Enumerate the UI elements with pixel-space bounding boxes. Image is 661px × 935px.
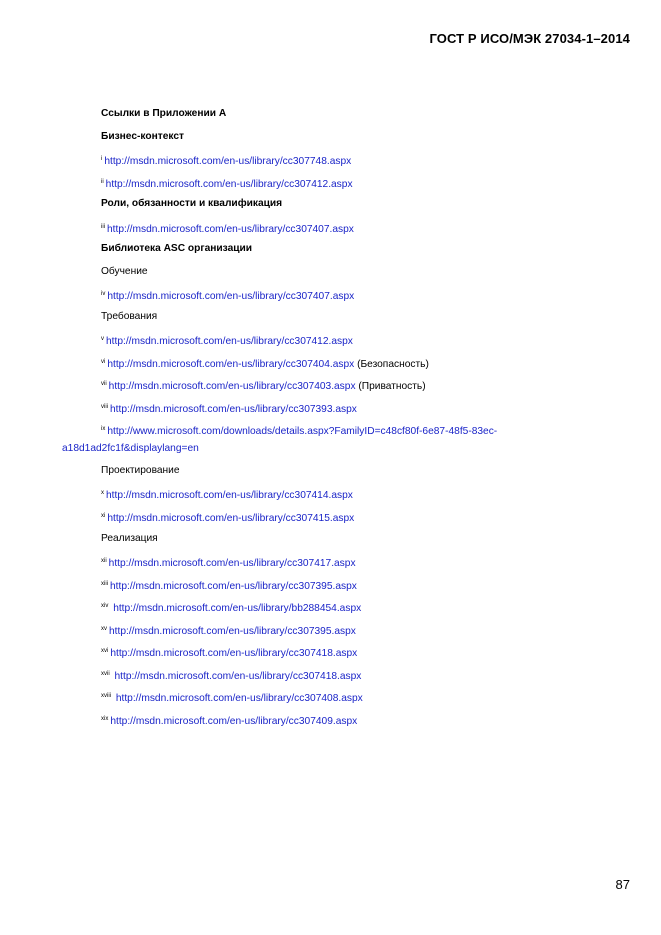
subheading-requirements: Требования xyxy=(101,311,158,322)
reference-link[interactable]: http://msdn.microsoft.com/en-us/library/cc307403.aspx xyxy=(108,381,356,392)
reference-item xyxy=(101,175,353,192)
section-title: Ссылки в Приложении А xyxy=(101,108,227,119)
reference-link[interactable]: http://www.microsoft.com/downloads/details.aspx?FamilyID=c48cf80f-6e87-48f5-83ec- xyxy=(107,426,498,437)
footnote-marker: iv xyxy=(101,291,106,297)
heading-roles: Роли, обязанности и квалификация xyxy=(101,198,283,209)
reference-item xyxy=(101,287,354,304)
reference-item xyxy=(101,554,356,571)
reference-item xyxy=(101,712,357,729)
reference-link[interactable]: http://msdn.microsoft.com/en-us/library/cc307409.aspx xyxy=(110,716,358,727)
reference-note: (Безопасность) xyxy=(357,359,429,370)
reference-link[interactable]: http://msdn.microsoft.com/en-us/library/cc307393.aspx xyxy=(110,404,357,415)
footnote-marker: xix xyxy=(101,716,109,722)
document-header: ГОСТ Р ИСО/МЭК 27034-1–2014 xyxy=(429,31,630,46)
footnote-marker: xvi xyxy=(101,648,109,654)
footnote-marker: iii xyxy=(101,224,105,230)
reference-item xyxy=(101,152,351,169)
reference-item xyxy=(101,400,357,417)
footnote-marker: xv xyxy=(101,626,107,632)
reference-link[interactable]: http://msdn.microsoft.com/en-us/library/bb288454.aspx xyxy=(113,603,362,614)
reference-item xyxy=(101,577,357,594)
footnote-marker: xiv xyxy=(101,603,109,609)
reference-link[interactable]: http://msdn.microsoft.com/en-us/library/cc307412.aspx xyxy=(106,336,353,347)
subheading-implementation: Реализация xyxy=(101,533,158,544)
footnote-marker: xiii xyxy=(101,581,108,587)
heading-business-context: Бизнес-контекст xyxy=(101,131,185,142)
reference-item xyxy=(101,355,429,372)
footnote-marker: ii xyxy=(101,179,104,185)
footnote-marker: vii xyxy=(101,381,107,387)
reference-link[interactable]: http://msdn.microsoft.com/en-us/library/cc307415.aspx xyxy=(107,513,355,524)
page-number: 87 xyxy=(615,877,630,892)
footnote-marker: viii xyxy=(101,404,108,410)
reference-link[interactable]: http://msdn.microsoft.com/en-us/library/cc307418.aspx xyxy=(110,648,358,659)
footnote-marker: xii xyxy=(101,558,107,564)
reference-link[interactable]: http://msdn.microsoft.com/en-us/library/cc307407.aspx xyxy=(107,224,354,235)
reference-item-continuation xyxy=(62,442,199,456)
reference-link[interactable]: http://msdn.microsoft.com/en-us/library/cc307395.aspx xyxy=(109,626,356,637)
footnote-marker: ix xyxy=(101,426,106,432)
reference-link[interactable]: http://msdn.microsoft.com/en-us/library/cc307395.aspx xyxy=(110,581,357,592)
footnote-marker: xi xyxy=(101,513,106,519)
reference-item xyxy=(101,644,357,661)
reference-link[interactable]: http://msdn.microsoft.com/en-us/library/cc307748.aspx xyxy=(104,156,352,167)
footnote-marker: v xyxy=(101,336,104,342)
reference-item xyxy=(101,689,363,706)
reference-link[interactable]: http://msdn.microsoft.com/en-us/library/cc307414.aspx xyxy=(106,490,353,501)
reference-item xyxy=(101,622,356,639)
reference-link[interactable]: http://msdn.microsoft.com/en-us/library/cc307407.aspx xyxy=(107,291,355,302)
reference-link[interactable]: http://msdn.microsoft.com/en-us/library/cc307418.aspx xyxy=(114,671,362,682)
reference-link[interactable]: http://msdn.microsoft.com/en-us/library/cc307404.aspx xyxy=(107,359,355,370)
reference-link[interactable]: http://msdn.microsoft.com/en-us/library/cc307417.aspx xyxy=(108,558,356,569)
reference-link[interactable]: http://msdn.microsoft.com/en-us/library/cc307412.aspx xyxy=(105,179,353,190)
reference-item xyxy=(101,377,426,394)
footnote-marker: xviii xyxy=(101,693,111,699)
subheading-design: Проектирование xyxy=(101,465,180,476)
footnote-marker: xvii xyxy=(101,671,110,677)
reference-item xyxy=(101,667,361,684)
subheading-training: Обучение xyxy=(101,266,148,277)
reference-item xyxy=(101,486,353,503)
footnote-marker: vi xyxy=(101,359,106,365)
reference-item xyxy=(101,332,353,349)
reference-link[interactable]: a18d1ad2fc1f&displaylang=en xyxy=(62,443,199,454)
heading-asc-library: Библиотека ASC организации xyxy=(101,243,253,254)
reference-item xyxy=(101,220,354,237)
reference-item xyxy=(101,599,361,616)
footnote-marker: i xyxy=(101,156,103,162)
reference-note: (Приватность) xyxy=(358,381,426,392)
footnote-marker: x xyxy=(101,490,104,496)
reference-item xyxy=(101,422,497,439)
reference-link[interactable]: http://msdn.microsoft.com/en-us/library/cc307408.aspx xyxy=(115,693,363,704)
reference-item xyxy=(101,509,354,526)
